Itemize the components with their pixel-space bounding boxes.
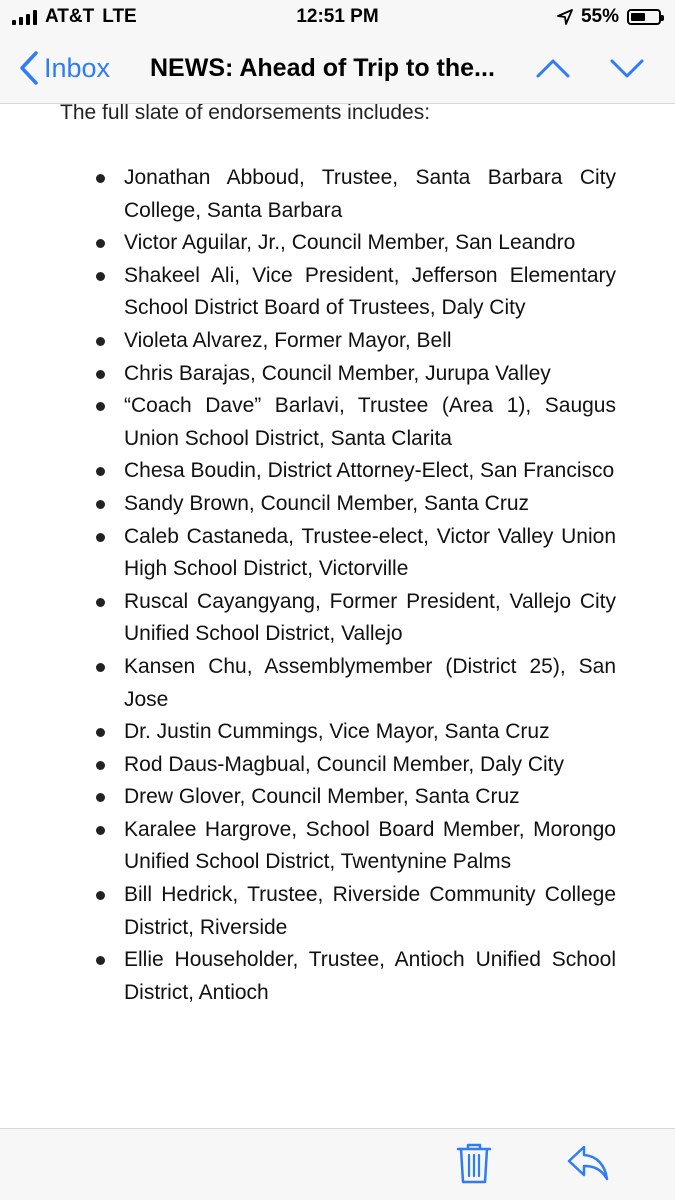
endorsement-text: Bill Hedrick, Trustee, Riverside Community College District, Riverside [124, 883, 616, 939]
reply-button[interactable] [566, 1143, 610, 1188]
bullet-icon [96, 663, 105, 672]
back-to-inbox-button[interactable] [18, 50, 110, 86]
back-label: Inbox [44, 52, 111, 83]
endorsement-list [0, 162, 616, 1009]
list-item [124, 260, 616, 325]
bullet-icon [96, 402, 105, 411]
trash-button[interactable] [456, 1141, 492, 1190]
list-item [124, 358, 616, 391]
bullet-icon [96, 239, 105, 248]
bullet-icon [96, 891, 105, 900]
nav-bar [0, 36, 675, 104]
email-subject-title: NEWS: Ahead of Trip to the... [150, 54, 495, 82]
status-time: 12:51 PM [296, 6, 379, 27]
endorsement-text: Karalee Hargrove, School Board Member, Morongo Unified School District, Twentynine Palms [124, 817, 616, 874]
email-body [0, 104, 675, 1128]
bullet-icon [96, 826, 105, 835]
endorsement-text: Violeta Alvarez, Former Mayor, Bell [124, 328, 452, 352]
endorsement-text: Sandy Brown, Council Member, Santa Cruz [124, 491, 530, 515]
chevron-down-icon[interactable] [609, 50, 645, 86]
bottom-toolbar [0, 1128, 675, 1200]
bullet-icon [96, 337, 105, 346]
battery-percent: 55% [580, 6, 619, 27]
bullet-icon [96, 533, 105, 542]
battery-level [631, 13, 645, 21]
list-item [124, 944, 616, 1009]
list-item [124, 455, 616, 488]
list-item [124, 162, 616, 227]
list-item [124, 488, 616, 521]
network-type: LTE [102, 6, 137, 27]
endorsement-text: Shakeel Ali, Vice President, Jefferson Elementary School District Board of Trustees, Daly City [124, 263, 616, 320]
bullet-icon [96, 956, 105, 965]
location-arrow-icon [557, 9, 573, 25]
bullet-icon [96, 761, 105, 770]
bullet-icon [96, 500, 105, 509]
endorsement-text: Caleb Castaneda, Trustee-elect, Victor Valley Union High School District, Victorville [124, 524, 616, 581]
endorsement-text: Jonathan Abboud, Trustee, Santa Barbara City College, Santa Barbara [124, 166, 616, 222]
endorsement-text: Rod Daus-Magbual, Council Member, Daly City [124, 752, 565, 776]
list-item [124, 879, 616, 944]
bullet-icon [96, 370, 105, 379]
message-navigation [535, 50, 645, 86]
endorsement-text: Drew Glover, Council Member, Santa Cruz [124, 785, 520, 809]
list-item [124, 814, 616, 879]
trash-icon [456, 1141, 492, 1185]
list-item [124, 521, 616, 586]
endorsement-text: Chesa Boudin, District Attorney-Elect, San Francisco [124, 459, 615, 483]
endorsement-text: Dr. Justin Cummings, Vice Mayor, Santa Cruz [124, 720, 550, 744]
endorsement-text: Victor Aguilar, Jr., Council Member, San Leandro [124, 231, 576, 255]
endorsements-intro: The full slate of endorsements includes: [60, 104, 431, 124]
endorsement-text: Ellie Householder, Trustee, Antioch Unified School District, Antioch [124, 948, 616, 1004]
bullet-icon [96, 598, 105, 607]
bullet-icon [96, 272, 105, 281]
endorsement-text: Ruscal Cayangyang, Former President, Vallejo City Unified School District, Vallejo [124, 589, 616, 646]
list-item [124, 227, 616, 260]
bullet-icon [96, 793, 105, 802]
status-bar [0, 0, 675, 36]
list-item [124, 390, 616, 455]
reply-icon [566, 1143, 610, 1183]
list-item [124, 586, 616, 651]
chevron-up-icon[interactable] [535, 50, 571, 86]
list-item [124, 325, 616, 358]
endorsement-text: “Coach Dave” Barlavi, Trustee (Area 1), Saugus Union School District, Santa Clarita [124, 394, 616, 450]
endorsement-text: Chris Barajas, Council Member, Jurupa Valley [124, 361, 551, 385]
bullet-icon [96, 467, 105, 476]
list-item [124, 716, 616, 749]
list-item [124, 749, 616, 782]
bullet-icon [96, 728, 105, 737]
bullet-icon [96, 174, 105, 183]
battery-icon [627, 9, 661, 25]
chevron-left-icon [18, 50, 40, 86]
endorsement-text: Kansen Chu, Assemblymember (District 25), San Jose [124, 654, 616, 711]
status-right [557, 6, 661, 28]
list-item [124, 651, 616, 716]
list-item [124, 781, 616, 814]
carrier-name: AT&T [45, 6, 95, 27]
